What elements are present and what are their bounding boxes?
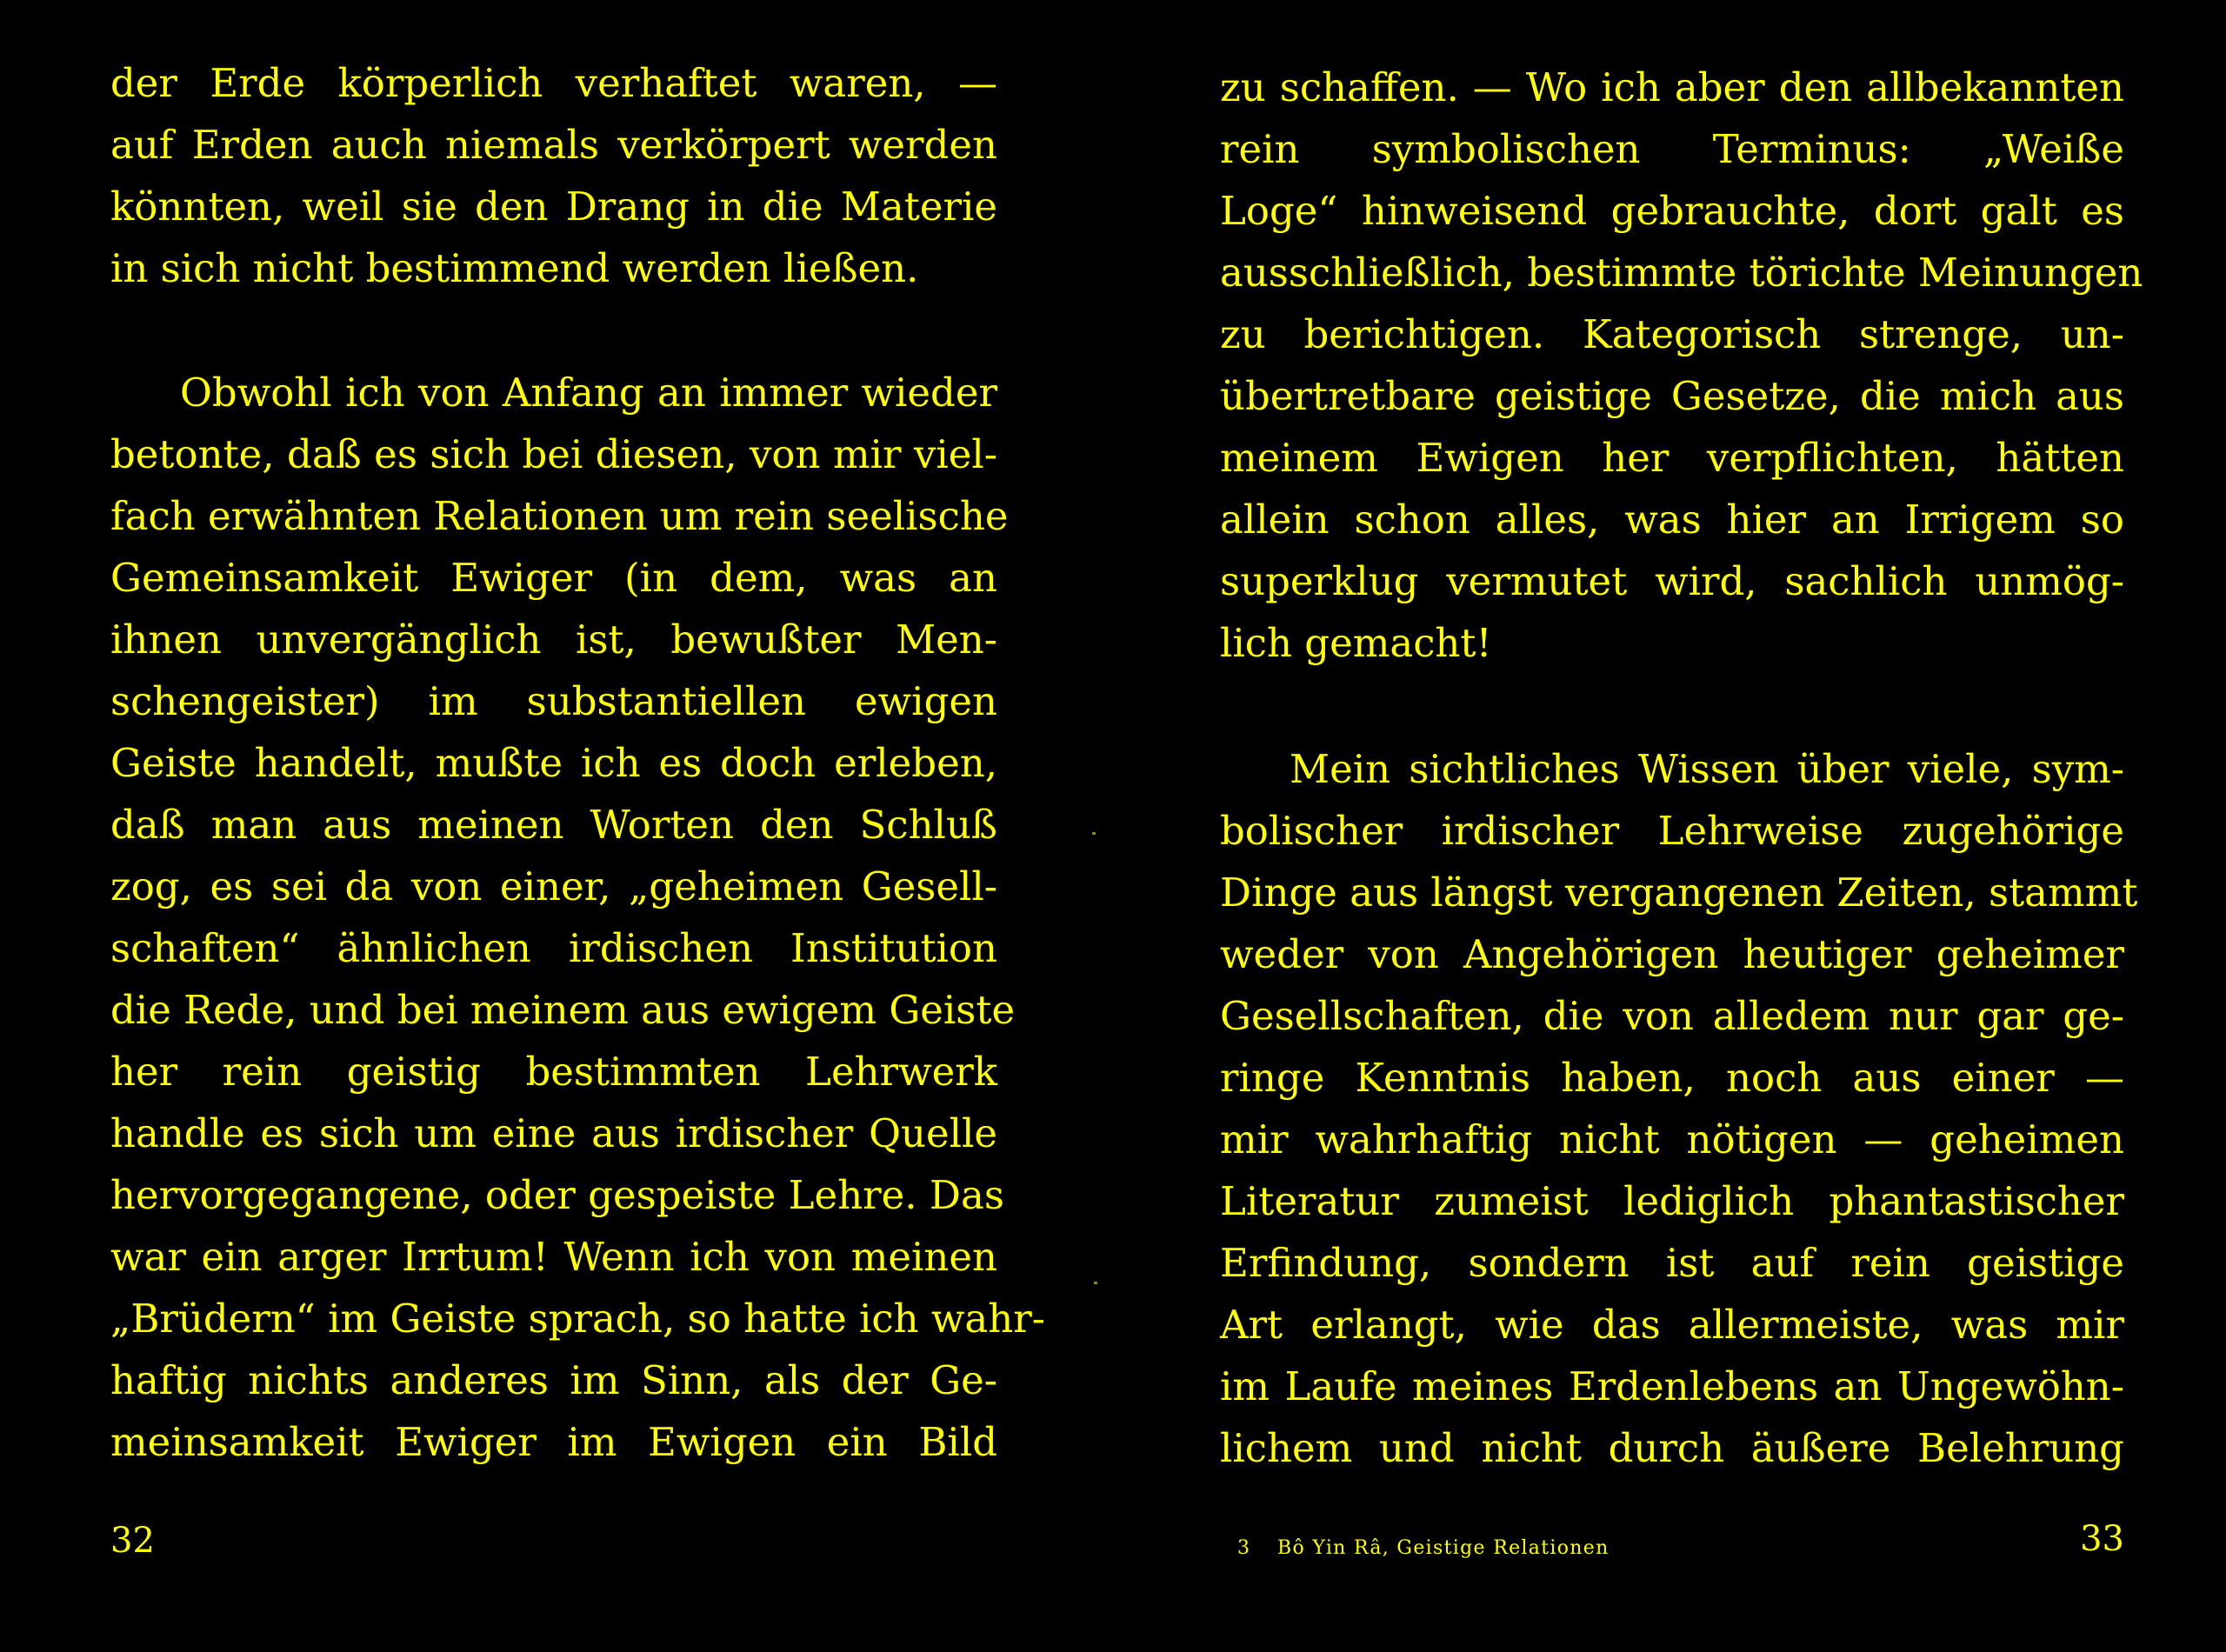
text-line: ihnen unvergänglich ist, bewußter Men- xyxy=(110,616,997,663)
text-line: hervorgegangene, oder gespeiste Lehre. Das xyxy=(110,1172,1004,1218)
text-line: ausschließlich, bestimmte törichte Meinungen xyxy=(1220,250,2143,296)
text-line: der Erde körperlich verhaftet waren, — xyxy=(110,60,997,106)
text-line: könnten, weil sie den Drang in die Materie xyxy=(110,183,997,230)
text-line: übertretbare geistige Gesetze, die mich aus xyxy=(1220,373,2124,419)
text-line: handle es sich um eine aus irdischer Quelle xyxy=(110,1110,997,1156)
scan-speck xyxy=(1094,1282,1097,1284)
text-line: Gesellschaften, die von alledem nur gar ge- xyxy=(1220,993,2124,1039)
text-line: rein symbolischen Terminus: „Weiße xyxy=(1220,126,2124,172)
text-line: war ein arger Irrtum! Wenn ich von meinen xyxy=(110,1234,997,1280)
text-line: superklug vermutet wird, sachlich unmög- xyxy=(1220,558,2124,604)
text-line: bolischer irdischer Lehrweise zugehörige xyxy=(1220,808,2124,854)
text-line: meinem Ewigen her verpflichten, hätten xyxy=(1220,435,2124,481)
text-line: Geiste handelt, mußte ich es doch erleben, xyxy=(110,740,997,786)
text-line: Literatur zumeist lediglich phantastischer xyxy=(1220,1178,2124,1224)
text-line: meinsamkeit Ewiger im Ewigen ein Bild xyxy=(110,1419,997,1465)
text-line: daß man aus meinen Worten den Schluß xyxy=(110,802,997,848)
scan-speck xyxy=(1092,832,1096,835)
text-line: in sich nicht bestimmend werden ließen. xyxy=(110,245,919,291)
text-line: auf Erden auch niemals verkörpert werden xyxy=(110,122,997,168)
signature-text: Bô Yin Râ, Geistige Relationen xyxy=(1277,1537,1610,1559)
text-line: schengeister) im substantiellen ewigen xyxy=(110,678,997,724)
text-line: Loge“ hinweisend gebrauchte, dort galt es xyxy=(1220,188,2124,234)
text-line: Gemeinsamkeit Ewiger (in dem, was an xyxy=(110,555,997,601)
text-line: betonte, daß es sich bei diesen, von mir viel- xyxy=(110,431,997,477)
text-line: lichem und nicht durch äußere Belehrung xyxy=(1220,1425,2124,1471)
text-line: mir wahrhaftig nicht nötigen — geheimen xyxy=(1220,1116,2124,1162)
text-line: Erfindung, sondern ist auf rein geistige xyxy=(1220,1240,2124,1286)
text-line: allein schon alles, was hier an Irrigem so xyxy=(1220,496,2124,543)
paragraph-start-line: Mein sichtliches Wissen über viele, sym- xyxy=(1290,746,2124,792)
left-page xyxy=(110,0,1045,1652)
text-line: lich gemacht! xyxy=(1220,620,1492,666)
paragraph-start-line: Obwohl ich von Anfang an immer wieder xyxy=(180,370,997,416)
text-line: Dinge aus längst vergangenen Zeiten, stammt xyxy=(1220,869,2138,916)
page-number: 32 xyxy=(110,1521,155,1561)
text-line: Art erlangt, wie das allermeiste, was mir xyxy=(1220,1302,2124,1348)
text-line: ringe Kenntnis haben, noch aus einer — xyxy=(1220,1055,2124,1101)
text-line: her rein geistig bestimmten Lehrwerk xyxy=(110,1049,997,1095)
text-line: zu schaffen. — Wo ich aber den allbekannten xyxy=(1220,64,2124,110)
text-line: weder von Angehörigen heutiger geheimer xyxy=(1220,931,2124,977)
page-number: 33 xyxy=(2080,1519,2124,1559)
signature-number: 3 xyxy=(1237,1537,1251,1559)
text-line: zu berichtigen. Kategorisch strenge, un- xyxy=(1220,311,2124,357)
text-line: fach erwähnten Relationen um rein seelische xyxy=(110,493,1009,539)
text-line: die Rede, und bei meinem aus ewigem Geiste xyxy=(110,987,1016,1033)
right-page xyxy=(1220,0,2143,1652)
text-line: schaften“ ähnlichen irdischen Institution xyxy=(110,925,997,971)
text-line: haftig nichts anderes im Sinn, als der Ge- xyxy=(110,1357,997,1403)
text-line: zog, es sei da von einer, „geheimen Gesell- xyxy=(110,863,997,909)
text-line: „Brüdern“ im Geiste sprach, so hatte ich wahr- xyxy=(110,1296,1045,1342)
text-line: im Laufe meines Erdenlebens an Ungewöhn- xyxy=(1220,1363,2124,1409)
